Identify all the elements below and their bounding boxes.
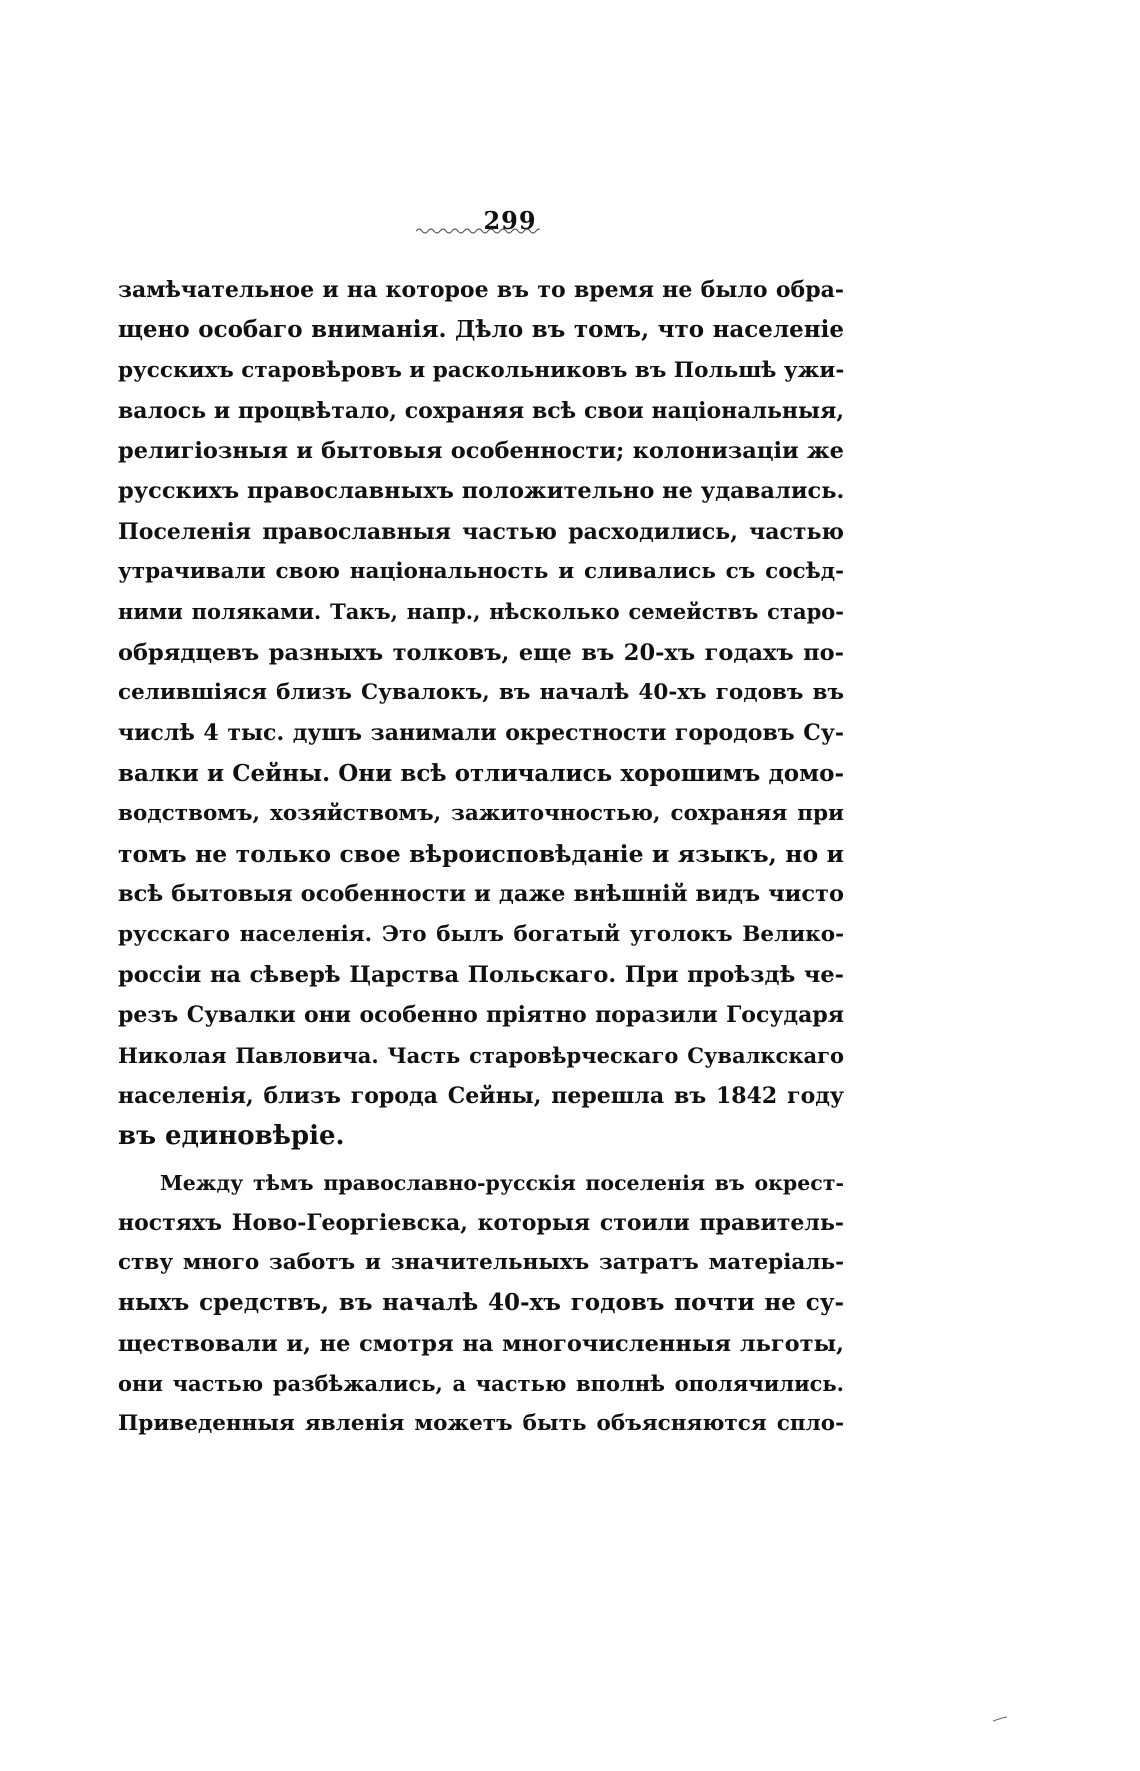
text-line: селившіяся близъ Сувалокъ, въ началѣ 40-хъ годовъ въ	[118, 679, 844, 705]
text-line: томъ не только свое вѣроисповѣданіе и языкъ, но и	[118, 840, 844, 869]
text-line: Между тѣмъ православно-русскія поселенія въ окрест-	[160, 1170, 844, 1195]
text-line: резъ Сувалки они особенно пріятно поразили Государя	[118, 1002, 844, 1029]
text-line: водствомъ, хозяйствомъ, зажиточностью, сохраняя при	[118, 800, 844, 826]
text-line: Поселенія православныя частью расходились, частью	[118, 518, 844, 545]
text-line: русскихъ православныхъ положительно не удавались.	[118, 478, 844, 505]
text-line: Николая Павловича. Часть старовѣрческаго Сувалкскаго	[118, 1042, 844, 1068]
text-line: они частью разбѣжались, а частью вполнѣ ополячились.	[118, 1371, 844, 1397]
text-line: россіи на сѣверѣ Царства Польскаго. При проѣздѣ че-	[118, 962, 844, 989]
text-line: утрачивали свою національность и сливались съ сосѣд-	[118, 559, 844, 585]
pencil-mark	[992, 1716, 1008, 1722]
paragraph-2	[118, 1163, 844, 1445]
text-line: валки и Сейны. Они всѣ отличались хорошимъ домо-	[118, 759, 844, 787]
text-line: ществовали и, не смотря на многочисленныя льготы,	[118, 1330, 844, 1357]
text-line: валось и процвѣтало, сохраняя всѣ свои національныя,	[118, 397, 844, 424]
text-line: ныхъ средствъ, въ началѣ 40-хъ годовъ почти не су-	[118, 1289, 844, 1317]
page-number: 299	[483, 206, 537, 235]
text-line: въ единовѣріе.	[118, 1121, 345, 1152]
text-line: ностяхъ Ново-Георгіевска, которыя стоили правитель-	[118, 1209, 844, 1236]
text-line: щено особаго вниманія. Дѣло въ томъ, что населеніе	[118, 316, 844, 344]
text-line: обрядцевъ разныхъ толковъ, еще въ 20-хъ годахъ по-	[118, 639, 844, 666]
wavy-rule-ornament	[416, 226, 540, 236]
text-line: замѣчательное и на которое въ то время не было обра-	[118, 277, 844, 303]
body-text	[118, 270, 844, 1445]
paragraph-1	[118, 270, 844, 1157]
text-line: всѣ бытовыя особенности и даже внѣшній видъ чисто	[118, 881, 844, 908]
text-line: числѣ 4 тыс. душъ занимали окрестности городовъ Су-	[118, 720, 844, 747]
text-line: религіозныя и бытовыя особенности; колонизаціи же	[118, 438, 844, 465]
text-line: русскаго населенія. Это былъ богатый уголокъ Велико-	[118, 921, 844, 947]
text-line: ству много заботъ и значительныхъ затратъ матеріаль-	[118, 1250, 844, 1276]
text-line: русскихъ старовѣровъ и раскольниковъ въ Польшѣ ужи-	[118, 357, 844, 383]
text-line: Приведенныя явленія можетъ быть объясняются спло-	[118, 1411, 844, 1437]
text-line: населенія, близъ города Сейны, перешла въ 1842 году	[118, 1082, 844, 1109]
text-line: ними поляками. Такъ, напр., нѣсколько семействъ старо-	[118, 599, 844, 625]
